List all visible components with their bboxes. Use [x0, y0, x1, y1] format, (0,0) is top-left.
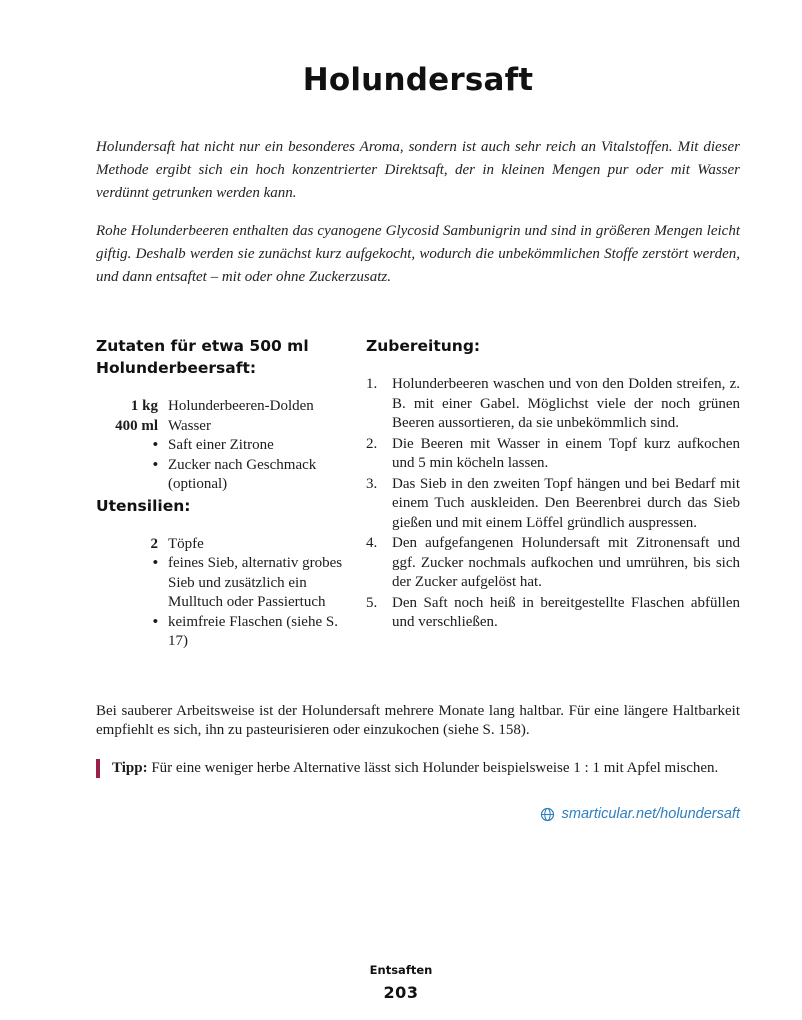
- tip-label: Tipp:: [112, 759, 148, 776]
- utensil-text: keimfreie Flaschen (siehe S. 17): [168, 613, 338, 649]
- utensil-row: [96, 554, 344, 613]
- storage-note: Bei sauberer Arbeitsweise ist der Holundersaft mehrere Monate lang haltbar. Für eine längere Haltbarkeit empfiehlt es sich, ihn zu pasteurisieren oder einzukochen (siehe S. 158).: [96, 702, 740, 738]
- preparation-step: Den Saft noch heiß in bereitgestellte Flaschen abfüllen und verschließen.: [392, 594, 740, 630]
- tip-accent-bar: [96, 759, 100, 778]
- utensil-text: feines Sieb, alternativ grobes Sieb und zusätzlich ein Mulltuch oder Passiertuch: [168, 555, 343, 610]
- chapter-name: Entsaften: [369, 963, 433, 977]
- column-gutter: [344, 335, 366, 652]
- intro-paragraph-2: Rohe Holunderbeeren enthalten das cyanogene Glycosid Sambunigrin und sind in größeren Mengen leicht giftig. Deshalb werden sie zunächst kurz aufgekocht, wodurch die unbekömmlichen Stoffe zerstört werden, und dann entsaftet – mit oder ohne Zuckerzusatz.: [96, 223, 740, 285]
- preparation-steps: [366, 375, 740, 633]
- ingredient-text: Holunderbeeren-Dolden: [168, 398, 314, 414]
- ingredient-qty: 1 kg: [130, 398, 158, 414]
- globe-icon: [540, 807, 555, 822]
- utensil-text: Töpfe: [168, 535, 204, 552]
- page-title: Holundersaft: [302, 62, 534, 98]
- ingredient-bullet: •: [152, 437, 158, 453]
- utensils-heading: Utensilien:: [96, 496, 191, 515]
- preparation-step: Die Beeren mit Wasser in einem Topf kurz aufkochen und 5 min köcheln lassen.: [392, 435, 740, 471]
- ingredients-column: [96, 335, 344, 652]
- preparation-step: Den aufgefangenen Holundersaft mit Zitronensaft und ggf. Zucker nochmals aufkochen und umrühren, bis sich der Zucker aufgelöst hat.: [392, 535, 740, 590]
- ingredient-text: Wasser: [168, 417, 211, 434]
- ingredient-qty: 400 ml: [115, 417, 158, 434]
- recipe-columns: [96, 335, 740, 652]
- utensil-qty: 2: [150, 535, 158, 552]
- ingredient-text: Saft einer Zitrone: [168, 437, 274, 453]
- page-footer: [0, 963, 802, 1002]
- ingredient-row: [96, 436, 344, 456]
- ingredients-heading: Zutaten für etwa 500 ml Holunderbeersaft:: [96, 337, 309, 377]
- page-number: 203: [383, 983, 419, 1002]
- preparation-step: Das Sieb in den zweiten Topf hängen und bei Bedarf mit einem Tuch auskleiden. Den Beerenbrei durch das Sieb gießen und mit einem Löffel gründlich auspressen.: [392, 475, 740, 531]
- ingredient-text: Zucker nach Geschmack (optional): [168, 456, 317, 492]
- intro-section: [96, 136, 740, 289]
- preparation-column: [366, 335, 740, 652]
- intro-paragraph-1: Holundersaft hat nicht nur ein besonderes Aroma, sondern ist auch sehr reich an Vitalstoffen. Mit dieser Methode ergibt sich ein hoch konzentrierter Direktsaft, der in kleinen Mengen pur oder mit Wasser verdünnt getrunken werden kann.: [96, 139, 740, 201]
- tip-text-line: [112, 759, 718, 779]
- tip-box: [96, 759, 740, 779]
- utensil-row: [96, 613, 344, 652]
- ingredients-list: [96, 397, 344, 495]
- ingredient-row: [96, 397, 344, 417]
- preparation-step: Holunderbeeren waschen und von den Dolden streifen, z. B. mit einer Gabel. Möglichst viele der noch grünen Beeren aussortieren, da sie unbekömmlich sind.: [392, 376, 740, 431]
- tip-text: Für eine weniger herbe Alternative lässt sich Holunder beispielsweise 1 : 1 mit Apfel mischen.: [151, 759, 719, 776]
- source-link[interactable]: smarticular.net/holundersaft: [561, 806, 740, 822]
- utensil-row: [96, 535, 344, 555]
- utensil-bullet: •: [152, 555, 158, 571]
- ingredient-row: [96, 456, 344, 495]
- source-link-row: [96, 806, 740, 822]
- utensil-bullet: •: [152, 613, 158, 630]
- utensils-list: [96, 535, 344, 652]
- ingredient-row: [96, 417, 344, 437]
- ingredient-bullet: •: [152, 456, 158, 473]
- preparation-heading: Zubereitung:: [366, 337, 481, 355]
